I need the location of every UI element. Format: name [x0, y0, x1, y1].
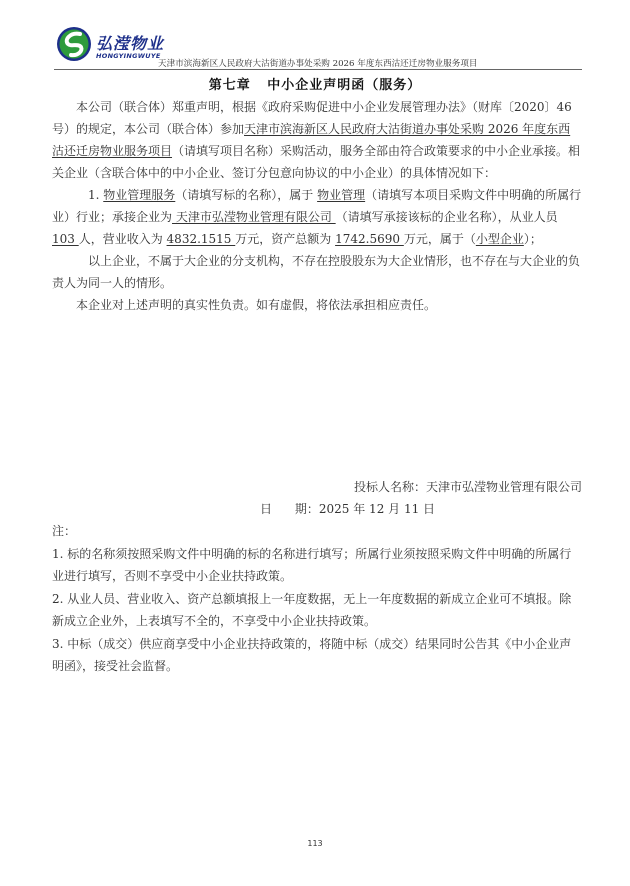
- page-number: 113: [307, 839, 323, 848]
- item-text: （请填写标的名称），属于: [175, 188, 318, 202]
- note-1: 1. 标的名称须按照采购文件中明确的标的名称进行填写；所属行业须按照采购文件中明确的所属行业进行填写，否则不享受中小企业扶持政策。: [52, 546, 572, 583]
- chapter-title: 第七章 中小企业声明函（服务）: [208, 78, 422, 93]
- declaration-item-1: [52, 184, 582, 250]
- staff-count-field: 103: [52, 232, 79, 246]
- item-text: 万元，属于（: [403, 232, 476, 246]
- industry-field: 物业管理: [317, 188, 366, 202]
- target-name-field: 物业管理服务: [103, 188, 176, 202]
- bidder-name: 投标人名称：天津市弘滢物业管理有限公司: [353, 480, 582, 494]
- signature-date: 日 期：2025 年 12 月 11 日: [260, 502, 436, 516]
- item-text: （请填写本项目采购文件中明确的所属行业）行业；承接企业为: [52, 188, 582, 224]
- assets-field: 1742.5690: [335, 232, 404, 246]
- company-logo-icon: [56, 26, 92, 62]
- declaration-text: （请填写项目名称）采购活动，服务全部由符合政策要求的中小企业承接。相关企业（含联合体中的中小企业、签订分包意向协议的中小企业）的具体情况如下：: [52, 144, 581, 180]
- note-2: 2. 从业人员、营业收入、资产总额填报上一年度数据，无上一年度数据的新成立企业可不填报。除新成立企业外，上表填写不全的，不享受中小企业扶持政策。: [52, 591, 572, 628]
- declaration-paragraph-3: 本企业对上述声明的真实性负责。如有虚假，将依法承担相应责任。: [76, 298, 437, 312]
- notes-section: [52, 520, 582, 678]
- item-text: （请填写承接该标的企业名称），从业人员: [335, 210, 558, 224]
- item-text: 人，营业收入为: [78, 232, 167, 246]
- notes-title: 注：: [52, 524, 77, 538]
- project-name-field: 天津市滨海新区人民政府大沽街道办事处采购 2026 年度东西沽还迁房物业服务项目: [52, 122, 571, 158]
- note-3: 3. 中标（成交）供应商享受中小企业扶持政策的，将随中标（成交）结果同时公告其《中小企业声明函》，接受社会监督。: [52, 636, 572, 673]
- header-divider: [54, 69, 582, 70]
- revenue-field: 4832.1515: [166, 232, 236, 246]
- declaration-text: 本公司（联合体）郑重声明，根据《政府采购促进中小企业发展管理办法》（财库〔2020〕46 号）的规定，本公司（联合体）参加: [52, 100, 572, 136]
- enterprise-size-field: 小型企业: [475, 232, 524, 246]
- declaration-paragraph-2: 以上企业，不属于大企业的分支机构，不存在控股股东为大企业情形，也不存在与大企业的负责人为同一人的情形。: [52, 254, 581, 290]
- declaration-body: [52, 96, 582, 316]
- company-name-field: 天津市弘滢物业管理有限公司: [172, 210, 336, 224]
- page-header: [54, 24, 582, 72]
- item-text: 万元，资产总额为: [235, 232, 336, 246]
- logo-chinese-text: 弘滢物业: [96, 34, 165, 53]
- item-text: ）；: [523, 232, 542, 246]
- declaration-paragraph-1: [52, 96, 582, 184]
- header-project-title: 天津市滨海新区人民政府大沽街道办事处采购 2026 年度东西沽还迁房物业服务项目: [158, 59, 478, 69]
- logo-english-text: HONGYINGWUYE: [96, 52, 161, 60]
- item-number: 1.: [88, 188, 104, 202]
